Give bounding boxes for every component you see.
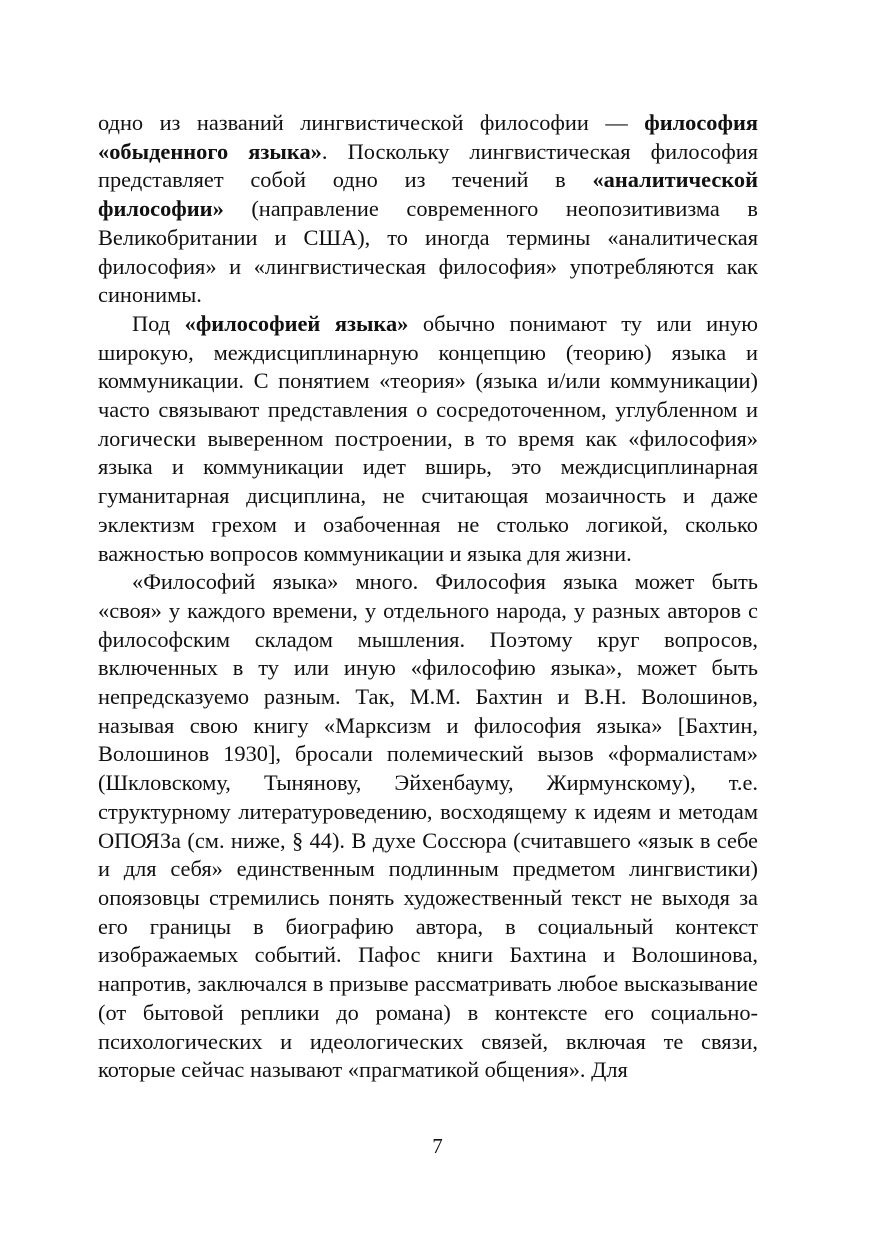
paragraph-1-run-3: . Поскольку лингвистическая философия представляет собой одно из течений в (98, 138, 758, 193)
paragraph-1-run-4: «аналитической философии» (98, 167, 758, 222)
paragraph-3-run-1: «Философий языка» много. Философия языка может быть «своя» у каждого времени, у отдельного народа, у разных авторов с философским складом мышления. Поэтому круг вопросов, включенных в ту или иную «философию языка», может быть непредсказуемо разным. Так, М.М. Бахтин и В.Н. Волошинов, называя свою книгу «Марксизм и философия языка» [Бахтин, Волошинов 1930], бросали полемический вызов «формалистам» (Шкловскому, Тынянову, Эйхенбауму, Жирмунскому), т.е. структурному литературоведению, восходящему к идеям и методам ОПОЯЗа (см. ниже, § 44). В духе Соссюра (считавшего «язык в себе и для себя» единственным подлинным предметом лингвистики) опоязовцы стремились понять художественный текст не выходя за его границы в биографию автора, в социальный контекст изображаемых событий. Пафос книги Бахтина и Волошинова, напротив, заключался в призыве рассматривать любое высказывание (от бытовой реплики до романа) в контексте его социально-психологических и идеологических связей, включая те связи, которые сейчас называют «прагматикой общения». Для (98, 569, 758, 1083)
page-number: 7 (432, 1134, 443, 1158)
paragraph-2 (98, 310, 758, 568)
page-body (98, 109, 758, 1085)
paragraph-1-run-1: одно из названий лингвистической философии — (98, 110, 645, 135)
paragraph-1-run-5: (направление современного неопозитивизма в Великобритании и США), то иногда термины «аналитическая философия» и «лингвистическая философия» употребляются как синонимы. (98, 196, 758, 308)
paragraph-1 (98, 109, 758, 310)
paragraph-1-run-2: философия «обыденного языка» (98, 110, 758, 164)
paragraph-2-run-1: Под (132, 310, 185, 336)
paragraph-2-run-3: обычно понимают ту или иную широкую, междисциплинарную концепцию (теорию) языка и коммуникации. С понятием «теория» (языка и/или коммуникации) часто связывают представления о сосредоточенном, углубленном и логически выверенном построении, в то время как «философия» языка и коммуникации идет вширь, это междисциплинарная гуманитарная дисциплина, не считающая мозаичность и даже эклектизм грехом и озабоченная не столько логикой, сколько важностью вопросов коммуникации и языка для жизни. (98, 310, 758, 566)
paragraph-3 (98, 568, 758, 1085)
paragraph-2-run-2: «философией языка» (184, 310, 409, 336)
